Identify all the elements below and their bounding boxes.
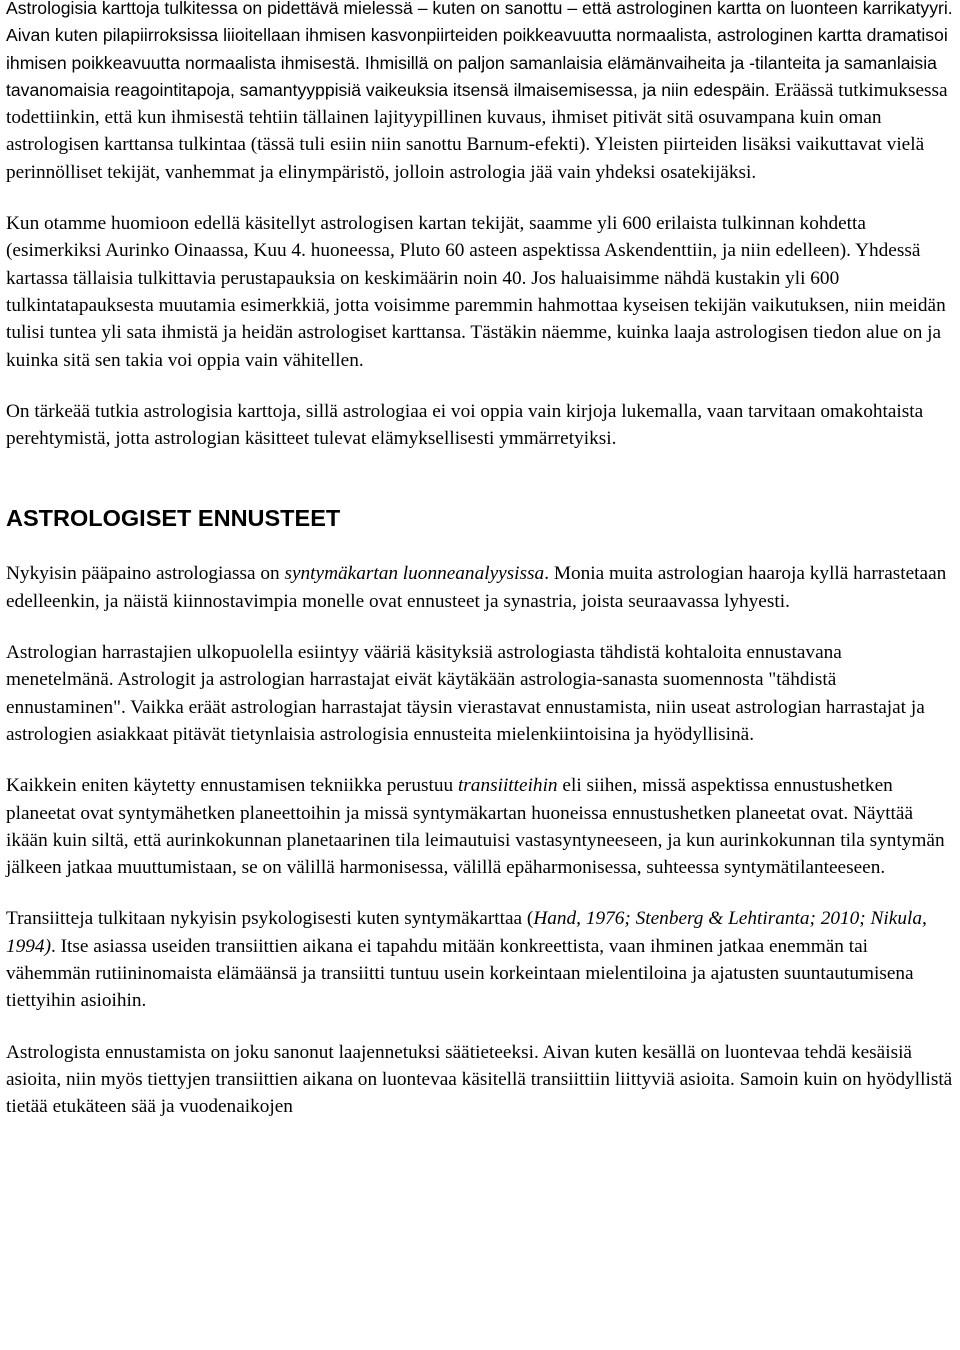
paragraph-transits: [6, 772, 954, 881]
text-span: Astrologista ennustamista on joku sanonut laajennetuksi säätieteeksi. Aivan kuten kesällä on luontevaa tehdä kesäisiä asioita, niin myös tiettyjen transiittien aikana on luontevaa käsitellä transiittiin liittyviä asioita. Samoin kuin on hyödyllistä tietää etukäteen sää ja vuodenaikojen: [6, 1041, 953, 1118]
paragraph-main-focus: [6, 560, 954, 615]
text-span: . Itse asiassa useiden transiittien aikana ei tapahdu mitään konkreettista, vaan ihminen jatkaa enemmän tai vähemmän rutiininomaista elämäänsä ja transiitti tuntuu usein korkeintaan mielentiloina ja ajatusten suuntautumisena tiettyihin asioihin.: [6, 935, 914, 1012]
text-span: Nykyisin pääpaino astrologiassa on: [6, 563, 285, 585]
paragraph-interpretation-count: [6, 210, 954, 374]
text-span: On tärkeää tutkia astrologisia karttoja, sillä astrologiaa ei voi oppia vain kirjoja lukemalla, vaan tarvitaan omakohtaista perehtymistä, jotta astrologian käsitteet tulevat elämyksellisesti ymmärretyiksi.: [6, 400, 924, 450]
text-span: . Monia muita astrologian haaroja kyllä harrastetaan edelleenkin, ja näistä kiinnostavimpia monelle ovat ennusteet ja synastria, joista seuraavassa lyhyesti.: [6, 563, 947, 612]
text-span: Astrologian harrastajien ulkopuolella esiintyy vääriä käsityksiä astrologiasta tähdistä kohtaloita ennustavana menetelmänä. Astrologit ja astrologian harrastajat eivät käytäkään astrologia-sanasta suomennosta "tähdistä ennustaminen". Vaikka eräät astrologian harrastajat täysin vierastavat ennustamista, niin useat astrologian harrastajat ja astrologien asiakkaat pitävät tietynlaisia astrologisia ennusteita mielenkiintoisina ja hyödyllisinä.: [6, 642, 925, 745]
emphasis-span: syntymäkartan luonneanalyysissa: [284, 563, 545, 585]
text-span: Jos haluaisimme nähdä kustakin yli 600 tulkintatapauksesta muutamia esimerkkiä, jotta voisimme paremmin hahmottaa kyseisen tekijän vaikutuksen, niin meidän tulisi tuntea yli sata ihmistä ja heidän astrologiset karttansa. Tästäkin näemme, kuinka laaja astrologisen tiedon alue on ja kuinka sitä sen takia voi oppia vain vähitellen.: [6, 267, 946, 371]
emphasis-span: Hand, 1976; Stenberg & Lehtiranta; 2010; Nikula, 1994): [6, 908, 927, 957]
emphasis-span: transiitteihin: [457, 775, 558, 797]
text-span: Ihmisillä on paljon samanlaisia elämänvaiheita ja -tilanteita ja samanlaisia tavanomaisia reagointitapoja, samantyyppisiä vaikeuksia itsensä ilmaisemisessa, ja niin edespäin.: [6, 52, 937, 100]
text-span: Kaikkein eniten käytetty ennustamisen tekniikka perustuu: [6, 775, 458, 797]
paragraph-caricature: [6, 0, 954, 186]
text-span: eli siihen, missä aspektissa ennustushetken planeetat ovat syntymähetken planeettoihin ja missä syntymäkartan huoneissa ennustushetken planeetat ovat. Näyttää ikään kuin siltä, että aurinkokunnan planetaarinen tila leimautuisi vastasyntyneeseen, ja kun aurinkokunnan tila syntymän jälkeen jatkaa muuttumistaan, se on välillä harmonisessa, välillä epäharmonisessa, suhteessa syntymätilanteeseen.: [6, 775, 945, 879]
paragraph-weather-analogy: [6, 1039, 954, 1121]
paragraph-psychological: [6, 905, 954, 1014]
text-span: Transiitteja tulkitaan nykyisin psykologisesti kuten syntymäkarttaa (: [6, 908, 534, 930]
text-span: Yleisten piirteiden lisäksi vaikuttavat vielä perinnölliset tekijät, vanhemmat ja elinympäristö, jolloin astrologia jää vain yhdeksi osatekijäksi.: [6, 134, 925, 183]
text-span: Eräässä tutkimuksessa todettiinkin, että kun ihmisestä tehtiin tällainen lajityypillinen kuvaus, ihmiset pitivät sitä osuvampana kuin oman astrologisen karttansa tulkintaa (tässä tuli esiin niin sanottu Barnum-efekti).: [6, 79, 948, 156]
text-span: Kun otamme huomioon edellä käsitellyt astrologisen kartan tekijät, saamme yli 600 erilaista tulkinnan kohdetta (esimerkiksi Aurinko Oinaassa, Kuu 4. huoneessa, Pluto 60 asteen aspektissa Askendenttiin, ja niin edelleen). Yhdessä kartassa tällaisia tulkittavia perustapauksia on keskimäärin noin 40.: [6, 213, 921, 289]
text-span: Astrologisia karttoja tulkitessa on pidettävä mielessä – kuten on sanottu – että astrologinen kartta on luonteen karrikatyyri. Aivan kuten pilapiirroksissa liioitellaan ihmisen kasvonpiirteiden poikkeavuutta normaalista, astrologinen kartta dramatisoi ihmisen poikkeavuutta normaalista ihmisestä.: [6, 0, 953, 73]
paragraph-misconceptions: [6, 639, 954, 748]
section-heading: ASTROLOGISET ENNUSTEET: [6, 505, 341, 532]
paragraph-study-charts: [6, 398, 954, 453]
